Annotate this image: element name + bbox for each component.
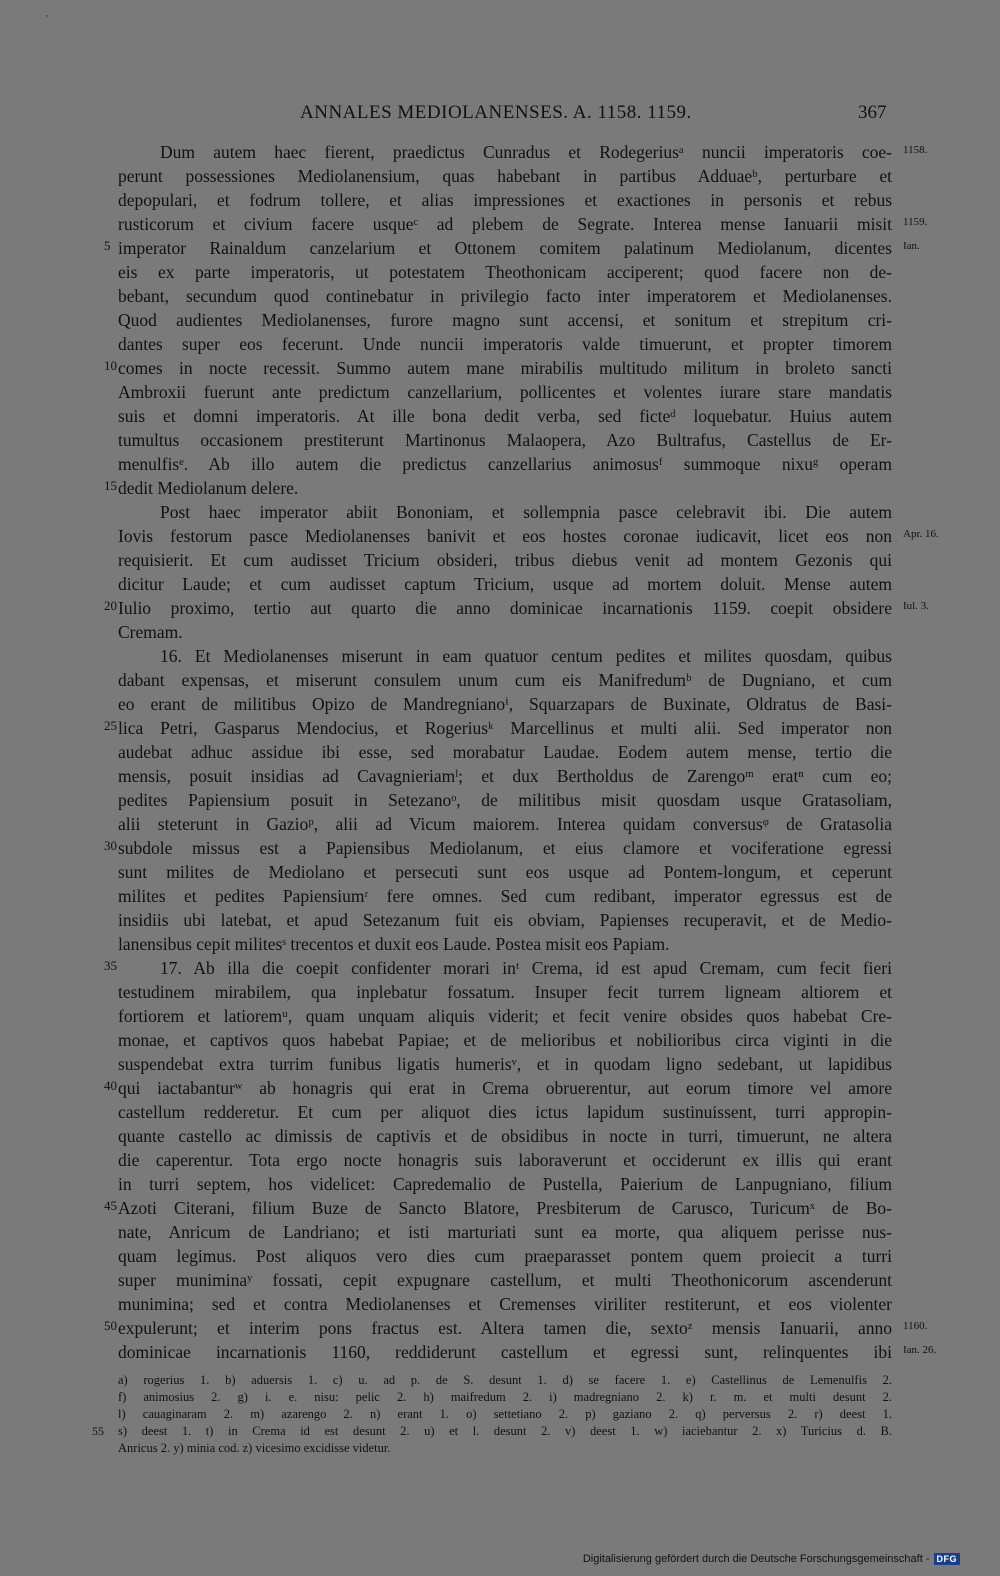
margin-date: 1160.: [903, 1320, 928, 1332]
line-text: monae, et captivos quos habebat Papiae; et de melioribus et nobilioribus circa viginti in die: [118, 1030, 892, 1050]
line-text: die caperentur. Tota ergo nocte honagris suis laboraverunt et occiderunt ex illis qui erant: [118, 1150, 892, 1170]
text-line: [0, 260, 1000, 284]
text-line: [0, 1268, 1000, 1292]
line-text: imperator Rainaldum canzelarium et Ottonem comitem palatinum Mediolanum, dicentes: [118, 238, 892, 258]
text-line: [0, 1196, 1000, 1220]
text-line: [0, 404, 1000, 428]
line-number: 20: [104, 598, 117, 613]
text-line: [0, 1004, 1000, 1028]
text-line: [0, 356, 1000, 380]
text-line: [0, 164, 1000, 188]
line-text: nate, Anricum de Landriano; et isti marturiati sunt ea morte, qua aliquem perisse nus-: [118, 1222, 892, 1242]
line-text: testudinem mirabilem, qua inplebatur fossatum. Insuper fecit turrem ligneam altiorem et: [118, 982, 892, 1002]
text-line: [0, 644, 1000, 668]
text-line: [0, 308, 1000, 332]
text-line: [0, 1244, 1000, 1268]
line-text: quante castello ac dimissis de captivis et de obsidibus in nocte in turri, timuerunt, ne altera: [118, 1126, 892, 1146]
line-text: comes in nocte recessit. Summo autem mane mirabilis multitudo militum in broleto sancti: [118, 358, 892, 378]
text-line: [0, 140, 1000, 164]
text-line: [0, 1292, 1000, 1316]
text-line: [0, 1076, 1000, 1100]
text-line: [0, 1316, 1000, 1340]
line-text: qui iactabanturʷ ab honagris qui erat in Crema obruerentur, aut eorum timore vel amore: [118, 1078, 892, 1098]
footnote-text: Anricus 2. y) minia cod. z) vicesimo excidisse videtur.: [118, 1441, 391, 1455]
line-number: 10: [104, 358, 117, 373]
line-text: fortiorem et latioremᵘ, quam unquam aliquis viderit; et fecit venire obsides quos habebat Cre-: [118, 1006, 892, 1026]
line-text: lica Petri, Gasparus Mendocius, et Rogeriusᵏ Marcellinus et multi alii. Sed imperator non: [118, 718, 892, 738]
text-line: [0, 476, 1000, 500]
line-text: Azoti Citerani, filium Buze de Sancto Blatore, Presbiterum de Carusco, Turicumˣ de Bo-: [118, 1198, 892, 1218]
line-number: 5: [104, 238, 111, 253]
line-text: 17. Ab illa die coepit confidenter morari inᵗ Crema, id est apud Cremam, cum fecit fieri: [160, 958, 892, 978]
text-line: [0, 740, 1000, 764]
line-text: Cremam.: [118, 622, 183, 642]
text-line: [0, 1220, 1000, 1244]
footnote-text: l) cauaginaram 2. m) azarengo 2. n) erant 1. o) settetiano 2. p) gaziano 2. q) perversus 2. r) deest 1.: [118, 1407, 892, 1421]
line-text: Dum autem haec fierent, praedictus Cunradus et Rodegeriusᵃ nuncii imperatoris coe-: [160, 142, 892, 162]
text-line: [0, 452, 1000, 476]
line-text: expulerunt; et interim pons fractus est. Altera tamen die, sextoᶻ mensis Ianuarii, anno: [118, 1318, 892, 1338]
line-number: 45: [104, 1198, 117, 1213]
footnote-text: a) rogerius 1. b) aduersis 1. c) u. ad p. de S. desunt 1. d) se facere 1. e) Castellinus de Lemenulfis 2.: [118, 1373, 892, 1387]
text-line: [0, 812, 1000, 836]
line-text: insidiis ubi latebat, et apud Setezanum fuit eis obviam, Papienses recuperavit, et de Medio-: [118, 910, 892, 930]
line-text: milites et pedites Papiensiumʳ fere omnes. Sed cum redibant, imperator egressus est de: [118, 886, 892, 906]
text-line: [0, 236, 1000, 260]
footnote-text: s) deest 1. t) in Crema id est desunt 2. u) et l. desunt 2. v) deest 1. w) iaciebantur 2. x) Turicius d. B.: [118, 1424, 892, 1438]
footnote-line: [0, 1440, 1000, 1457]
main-text: [0, 140, 1000, 1364]
line-text: requisierit. Et cum audisset Tricium obsideri, tribus diebus venit ad montem Gezonis qui: [118, 550, 892, 570]
margin-date: Ian. 26.: [903, 1344, 937, 1356]
text-line: [0, 1028, 1000, 1052]
text-line: [0, 212, 1000, 236]
line-text: Ambroxii fuerunt ante predictum canzellarium, pollicentes et volentes iurare stare mandatis: [118, 382, 892, 402]
text-line: [0, 1340, 1000, 1364]
line-text: bebant, secundum quod continebatur in privilegio facto inter imperatorem et Mediolanenses.: [118, 286, 892, 306]
text-line: [0, 1148, 1000, 1172]
text-line: [0, 788, 1000, 812]
text-line: [0, 1172, 1000, 1196]
text-line: [0, 980, 1000, 1004]
text-line: [0, 332, 1000, 356]
line-text: menulfisᵉ. Ab illo autem die predictus canzellarius animosusᶠ summoque nixuᵍ operam: [118, 454, 892, 474]
line-text: Iovis festorum pasce Mediolanenses banivit et eos hostes coronae iudicavit, licet eos non: [118, 526, 892, 546]
line-number: 35: [104, 958, 117, 973]
line-text: audebat adhuc assidue ibi esse, sed morabatur Laudae. Eodem autem mense, tertio die: [118, 742, 892, 762]
line-number: 40: [104, 1078, 117, 1093]
text-line: [0, 188, 1000, 212]
footnote-text: f) animosius 2. g) i. e. nisu: pelic 2. h) maifredum 2. i) madregniano 2. k) r. m. et multi desunt 2.: [118, 1390, 892, 1404]
line-text: rusticorum et civium facere usqueᶜ ad plebem de Segrate. Interea mense Ianuarii misit: [118, 214, 892, 234]
line-text: dicitur Laude; et cum audisset captum Tricium, usque ad mortem doluit. Mense autem: [118, 574, 892, 594]
text-line: [0, 668, 1000, 692]
line-text: suis et domni imperatoris. At ille bona dedit verba, sed ficteᵈ loquebatur. Huius autem: [118, 406, 892, 426]
margin-date: 1159.: [903, 216, 928, 228]
text-line: [0, 284, 1000, 308]
text-line: [0, 716, 1000, 740]
text-line: [0, 956, 1000, 980]
footnotes: [0, 1372, 1000, 1457]
text-line: [0, 548, 1000, 572]
line-number: 25: [104, 718, 117, 733]
line-number: 50: [104, 1318, 117, 1333]
text-line: [0, 932, 1000, 956]
line-text: in turri septem, hos videlicet: Capredemalio de Pustella, Paierium de Lanpugniano, filium: [118, 1174, 892, 1194]
text-line: [0, 428, 1000, 452]
page-number: 367: [858, 102, 887, 123]
text-line: [0, 620, 1000, 644]
line-text: super muniminaʸ fossati, cepit expugnare castellum, et multi Theothonicorum ascenderunt: [118, 1270, 892, 1290]
line-text: Post haec imperator abiit Bononiam, et sollempnia pasce celebravit ibi. Die autem: [160, 502, 892, 522]
line-text: quam legimus. Post aliquos vero dies cum praeparasset pontem quem proiecit a turri: [118, 1246, 892, 1266]
line-text: perunt possessiones Mediolanensium, quas habebant in partibus Adduaeᵇ, perturbare et: [118, 166, 892, 186]
text-line: [0, 596, 1000, 620]
text-line: [0, 380, 1000, 404]
line-text: mensis, posuit insidias ad Cavagnieriamˡ; et dux Bertholdus de Zarengoᵐ eratⁿ cum eo;: [118, 766, 892, 786]
line-text: dantes super eos fecerunt. Unde nuncii imperatoris valde timuerunt, et propter timorem: [118, 334, 892, 354]
line-text: eo erant de militibus Opizo de Mandregnianoⁱ, Squarzapars de Buxinate, Oldratus de Basi-: [118, 694, 892, 714]
text-line: [0, 572, 1000, 596]
corner-mark: ': [46, 14, 48, 25]
line-number: 30: [104, 838, 117, 853]
margin-date: 1158.: [903, 144, 928, 156]
text-line: [0, 524, 1000, 548]
line-text: subdole missus est a Papiensibus Mediolanum, et eius clamore et vociferatione egressi: [118, 838, 892, 858]
line-text: tumultus occasionem prestiterunt Martinonus Malaopera, Azo Bultrafus, Castellus de Er-: [118, 430, 892, 450]
margin-date: Iul. 3.: [903, 600, 929, 612]
text-line: [0, 1052, 1000, 1076]
credit-text: Digitalisierung gefördert durch die Deutsche Forschungsgemeinschaft -: [582, 1553, 930, 1565]
line-text: 16. Et Mediolanenses miserunt in eam quatuor centum pedites et milites quosdam, quibus: [160, 646, 892, 666]
footnote-line: [0, 1406, 1000, 1423]
line-number: 15: [104, 478, 117, 493]
line-text: dabant expensas, et miserunt consulem unum cum eis Manifredumᵇ de Dugniano, et cum: [118, 670, 892, 690]
running-head: ANNALES MEDIOLANENSES. A. 1158. 1159.: [300, 102, 692, 123]
line-text: suspendebat extra turrim funibus ligatis humerisᵛ, et in quodam ligno sedebant, ut lapidibus: [118, 1054, 892, 1074]
margin-date: Ian.: [903, 240, 920, 252]
footnote-line: [0, 1423, 1000, 1440]
text-line: [0, 884, 1000, 908]
line-text: eis ex parte imperatoris, ut potestatem Theothonicam acciperent; quod facere non de-: [118, 262, 892, 282]
text-line: [0, 500, 1000, 524]
line-text: munimina; sed et contra Mediolanenses et Cremenses viriliter restiterunt, et eos violenter: [118, 1294, 892, 1314]
line-text: Quod audientes Mediolanenses, furore magno sunt accensi, et sonitum et strepitum cri-: [118, 310, 892, 330]
line-text: pedites Papiensium posuit in Setezanoᵒ, de militibus misit quosdam usque Gratasoliam,: [118, 790, 892, 810]
footnote-line: [0, 1389, 1000, 1406]
line-text: dominicae incarnationis 1160, reddiderunt castellum et egressi sunt, relinquentes ibi: [118, 1342, 892, 1362]
text-line: [0, 908, 1000, 932]
text-line: [0, 836, 1000, 860]
line-text: dedit Mediolanum delere.: [118, 478, 299, 498]
line-text: alii steterunt in Gazioᵖ, alii ad Vicum maiorem. Interea quidam conversusᵠ de Gratasolia: [118, 814, 892, 834]
footnote-line: [0, 1372, 1000, 1389]
text-line: [0, 1100, 1000, 1124]
line-text: castellum redderetur. Et cum per aliquot dies ictus lapidum sustinuissent, turri appropin-: [118, 1102, 892, 1122]
line-number: 55: [92, 1424, 104, 1438]
line-text: lanensibus cepit militesˢ trecentos et duxit eos Laude. Postea misit eos Papiam.: [118, 934, 670, 954]
line-text: Iulio proximo, tertio aut quarto die anno dominicae incarnationis 1159. coepit obsidere: [118, 598, 892, 618]
text-line: [0, 764, 1000, 788]
text-line: [0, 860, 1000, 884]
text-line: [0, 1124, 1000, 1148]
line-text: depopulari, et fodrum tollere, et alias impressiones et exactiones in personis et rebus: [118, 190, 892, 210]
margin-date: Apr. 16.: [903, 528, 939, 540]
text-line: [0, 692, 1000, 716]
dfg-logo: DFG: [934, 1553, 961, 1565]
line-text: sunt milites de Mediolano et persecuti sunt eos usque ad Pontem-longum, et ceperunt: [118, 862, 892, 882]
digitization-credit: [583, 1553, 960, 1565]
